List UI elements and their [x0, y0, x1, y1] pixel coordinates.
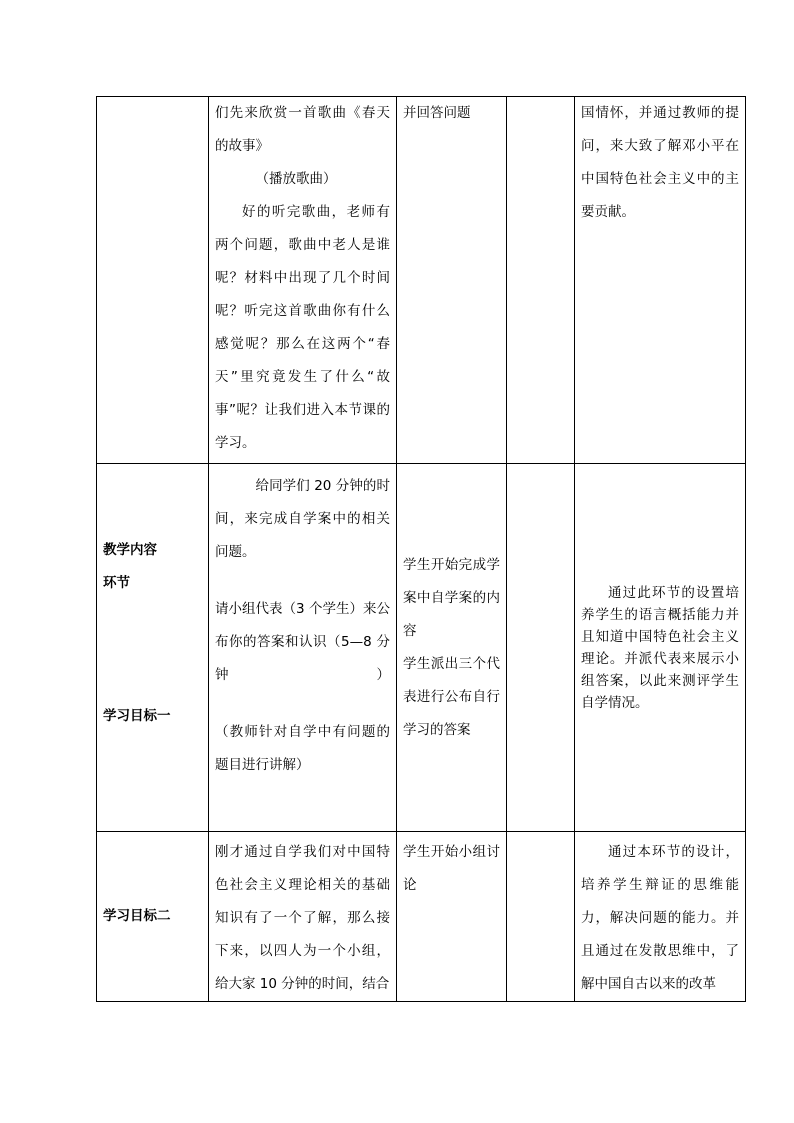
stage-goal: 学习目标一 [103, 708, 171, 724]
table-row [97, 832, 746, 1002]
lesson-plan-table [96, 96, 746, 1002]
student-text: 学生开始小组讨论 [403, 844, 500, 893]
teacher-text: （播放歌曲） [255, 171, 337, 187]
teacher-text: 们先来欣赏一首歌曲《春天的故事》 [215, 105, 390, 154]
stage-title: 教学内容 [103, 542, 157, 558]
teacher-text: 给同学们 20 分钟的时间，来完成自学案中的相关问题。 [215, 478, 390, 560]
student-activity-cell [397, 97, 507, 464]
student-activity-cell [397, 464, 507, 832]
student-text: 学生派出三个代表进行公布自行学习的答案 [403, 655, 500, 738]
stage-cell [97, 464, 209, 832]
teacher-text: 请小组代表（3 个学生）来公布你的答案和认识（5—8 分钟） [215, 601, 390, 683]
design-intent-cell [575, 97, 746, 464]
student-text: 并回答问题 [403, 105, 471, 121]
empty-cell [507, 832, 575, 1002]
stage-cell [97, 832, 209, 1002]
stage-title: 环节 [103, 575, 130, 591]
teacher-text: 刚才通过自学我们对中国特色社会主义理论相关的基础知识有了一个了解，那么接下来，以四人为一个小组，给大家 10 分钟的时间，结合 [215, 844, 390, 992]
teacher-text: 好的听完歌曲，老师有两个问题，歌曲中老人是谁呢？材料中出现了几个时间呢？听完这首歌曲你有什么感觉呢？那么在这两个“春天”里究竟发生了什么“故事”呢？让我们进入本节课的学习。 [215, 204, 390, 451]
stage-goal: 学习目标二 [103, 908, 171, 924]
empty-cell [507, 97, 575, 464]
teacher-activity-cell [209, 832, 397, 1002]
empty-cell [507, 464, 575, 832]
intent-text: 国情怀，并通过教师的提问，来大致了解邓小平在中国特色社会主义中的主要贡献。 [581, 105, 739, 220]
teacher-text: （教师针对自学中有问题的题目进行讲解） [215, 724, 390, 773]
stage-cell [97, 97, 209, 464]
table-row [97, 464, 746, 832]
teacher-activity-cell [209, 464, 397, 832]
design-intent-cell [575, 464, 746, 832]
design-intent-cell [575, 832, 746, 1002]
teacher-activity-cell [209, 97, 397, 464]
intent-text: 通过此环节的设置培养学生的语言概括能力并且知道中国特色社会主义理论。并派代表来展示小组答案，以此来测评学生自学情况。 [581, 584, 739, 711]
intent-text: 通过本环节的设计，培养学生辩证的思维能力，解决问题的能力。并且通过在发散思维中，了解中国自古以来的改革 [581, 844, 739, 992]
student-activity-cell [397, 832, 507, 1002]
student-text: 学生开始完成学案中自学案的内容 [403, 556, 500, 639]
table-row [97, 97, 746, 464]
